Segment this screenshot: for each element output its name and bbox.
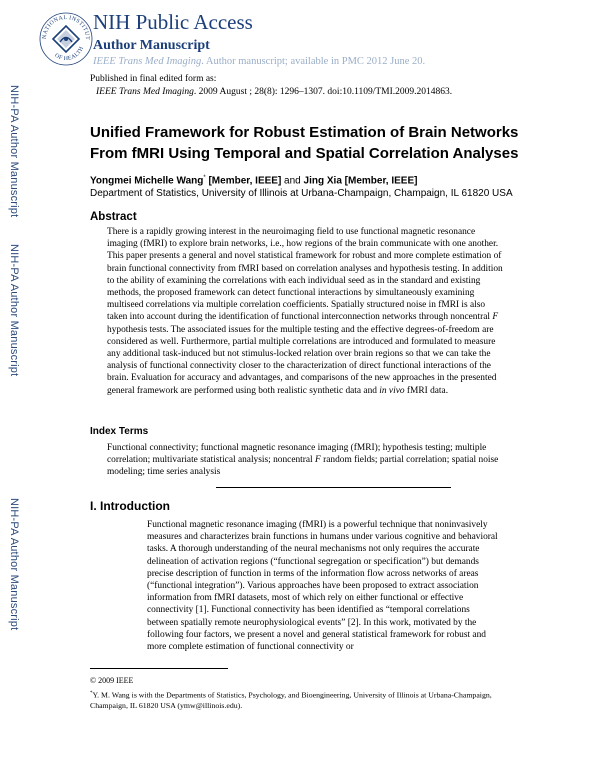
sidebar-label-2: NIH-PA Author Manuscript	[8, 244, 20, 377]
author-manuscript-label: Author Manuscript	[93, 38, 210, 53]
abstract-heading: Abstract	[90, 211, 137, 223]
affiliation: Department of Statistics, University of Illinois at Urbana-Champaign, Champaign, IL 61820 USA	[90, 188, 513, 199]
index-terms-text	[107, 442, 503, 479]
seal-text-top: NATIONAL INSTITUT	[41, 14, 91, 41]
footnote-mark: *	[90, 691, 93, 696]
author-footnote	[90, 689, 520, 711]
manuscript-availability-note	[93, 56, 425, 67]
published-in-label: Published in final edited form as:	[90, 74, 217, 84]
introduction-heading: I. Introduction	[90, 499, 170, 513]
author-line	[90, 175, 417, 186]
index-terms-heading: Index Terms	[90, 426, 149, 437]
nih-public-access-title: NIH Public Access	[93, 10, 253, 34]
abstract-part-1: There is a rapidly growing interest in the neuroimaging field to use functional magnetic resonance imaging (fMRI) to explore brain networks, i.e., how regions of the brain communicate with one another. This paper presents a general and novel statistical framework for robust and more complete estimation of brain functional connectivity from fMRI based on correlation analyses and hypothesis testing. In addition to the ability of examining the correlations with each individual seed as in the standard and existing methods, the proposed framework can detect functional interactions by simultaneously examining multiseed correlations via multiple correlation coefficients. Spatially structured noise in fMRI is also taken into account during the identification of functional interconnection networks through noncentral	[107, 227, 503, 323]
author-1: Yongmei Michelle Wang	[90, 175, 204, 187]
author-2: Jing Xia [Member, IEEE]	[303, 175, 418, 187]
author-1-role: [Member, IEEE]	[205, 175, 282, 187]
author-and: and	[281, 175, 304, 187]
index-terms-f: F	[315, 455, 321, 466]
author-1-mark: *	[203, 175, 206, 181]
abstract-part-2: hypothesis tests. The associated issues for the multiple testing and the effective degrees-of-freedom are considered as well. Furthermore, partial multiple correlations are introduced and formulated to measure any additional task-induced but not stimulus-locked relation over brain regions so that we can take the analysis of functional connectivity closer to the characterization of direct functional interactions of the brain. Evaluation for accuracy and advantages, and comparisons of the new approaches in the presented general framework are performed using both realistic synthetic data and	[107, 324, 497, 396]
introduction-text: Functional magnetic resonance imaging (fMRI) is a powerful technique that noninvasively measures and characterizes brain functions in humans under various cognitive and behavioral tasks. A thorough understanding of the neural mechanisms not only requires the accurate delineation of activation regions (“functional segregation or specification”) but demands precise description of function in terms of the information flow across networks of areas (“functional integration”). Various approaches have been proposed to extract association information from fMRI datasets, most of which rely on either functional or effective connectivity [1]. Functional connectivity has been identified as “temporal correlations between spatially remote neurophysiological events” [2]. In this work, motivated by the following four factors, we present a novel and general statistical framework for robust and more complete estimation of functional connectivity or	[147, 520, 498, 653]
ms-note-rest: . Author manuscript; available in PMC 2012 June 20.	[201, 56, 426, 67]
citation	[96, 87, 452, 97]
paper-title: Unified Framework for Robust Estimation of Brain Networks From fMRI Using Temporal and Spatial Correlation Analyses	[90, 124, 519, 162]
sidebar-label-3: NIH-PA Author Manuscript	[8, 498, 20, 631]
citation-details: . 2009 August ; 28(8): 1296–1307. doi:10.1109/TMI.2009.2014863.	[193, 87, 453, 97]
seal-text-bottom: OF HEALTH	[53, 45, 86, 63]
section-divider	[216, 487, 451, 488]
nih-seal-logo	[38, 11, 94, 67]
copyright-notice: © 2009 IEEE	[90, 676, 134, 685]
abstract-text	[107, 226, 503, 397]
ms-journal: IEEE Trans Med Imaging	[93, 56, 202, 67]
index-terms-part-2: random fields; partial correlation; spatial noise modeling; time series analysis	[107, 455, 499, 478]
citation-journal: IEEE Trans Med Imaging	[96, 87, 194, 97]
footnote-divider	[90, 668, 228, 669]
abstract-in-vivo: in vivo	[379, 385, 405, 396]
footnote-text: Y. M. Wang is with the Departments of Statistics, Psychology, and Bioengineering, University of Illinois at Urbana-Champaign, Champaign, IL 61820 USA (ymw@illinois.edu).	[90, 690, 492, 710]
sidebar-label-1: NIH-PA Author Manuscript	[8, 85, 20, 218]
abstract-part-3: fMRI data.	[404, 385, 449, 396]
index-terms-part-1: Functional connectivity; functional magnetic resonance imaging (fMRI); hypothesis testing; multiple correlation; multivariate statistical analysis; noncentral	[107, 443, 487, 466]
abstract-f: F	[492, 312, 499, 323]
